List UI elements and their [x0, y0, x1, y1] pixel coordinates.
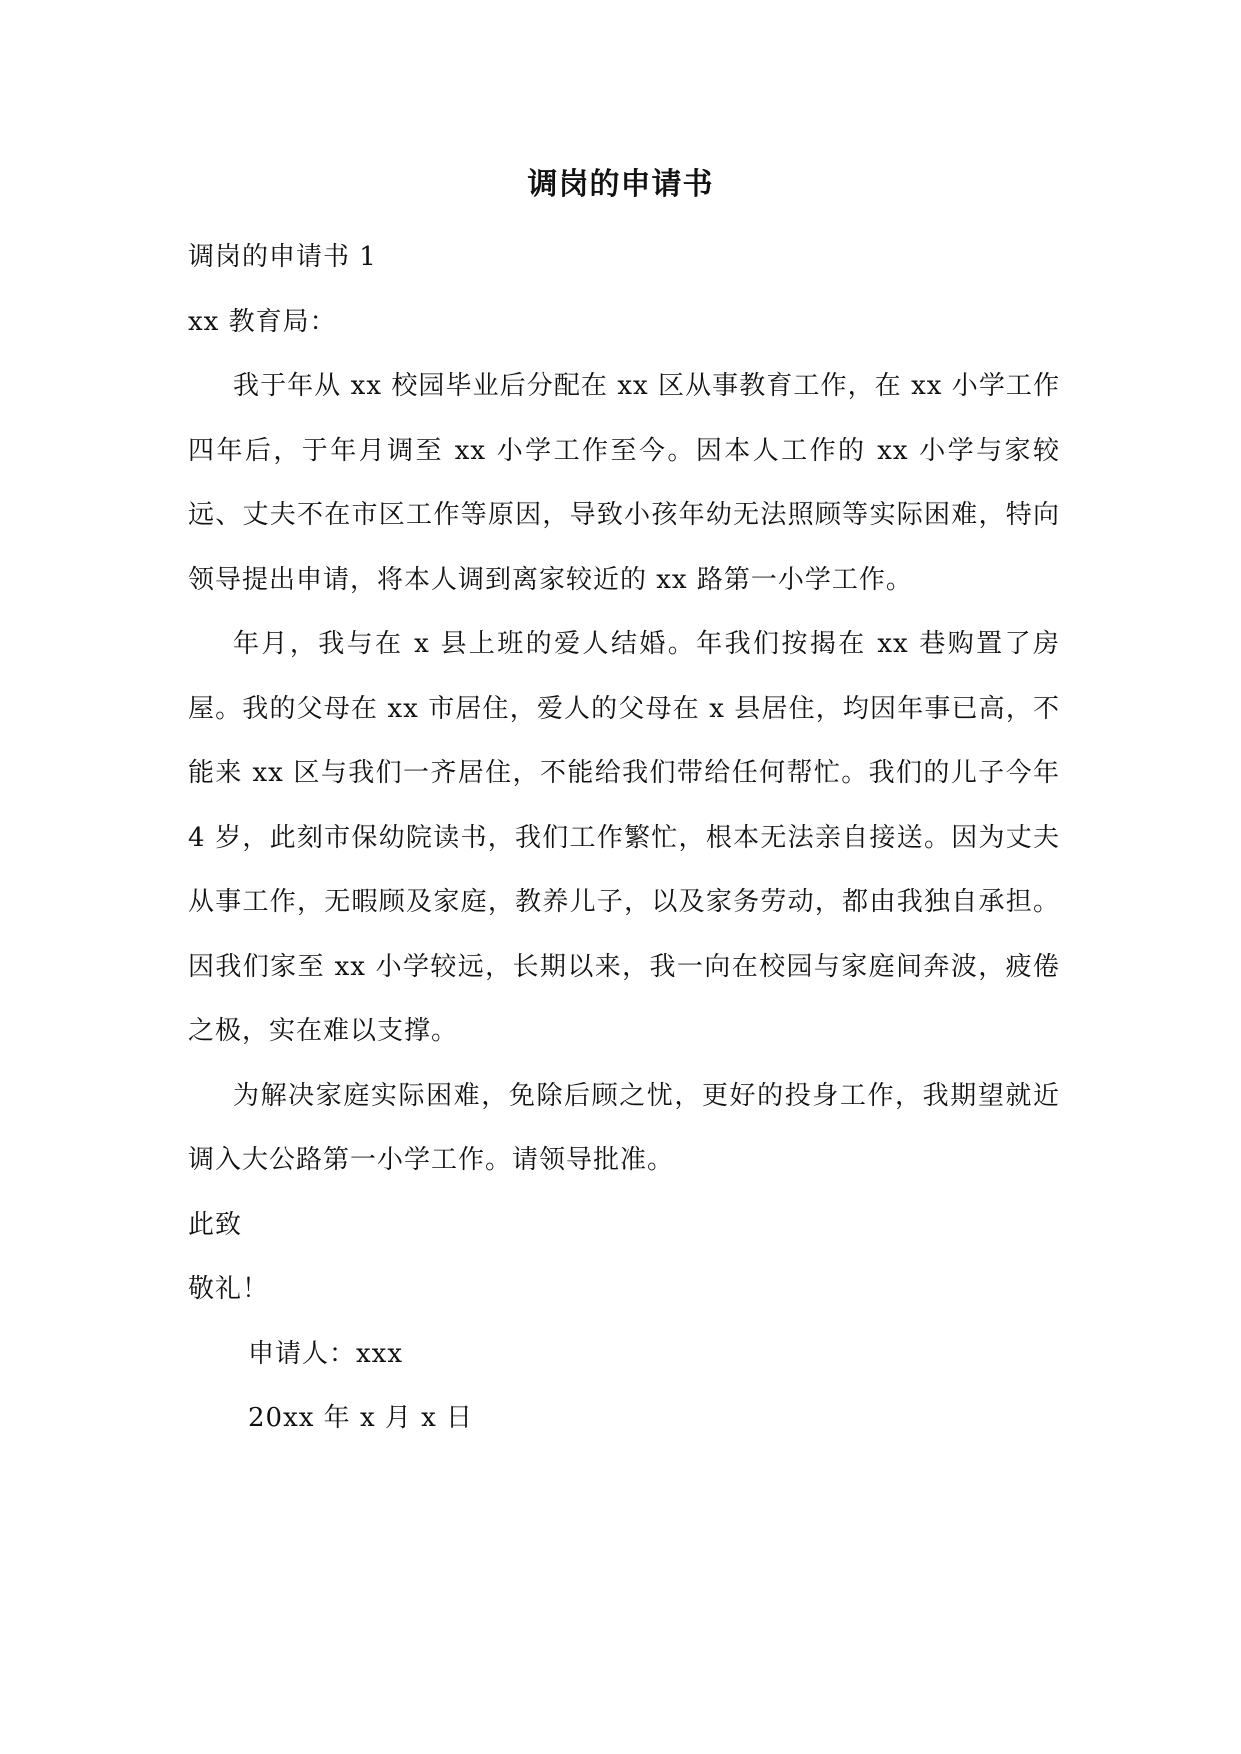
body-paragraph-2: 年月，我与在 x 县上班的爱人结婚。年我们按揭在 xx 巷购置了房屋。我的父母在 xx 市居住，爱人的父母在 x 县居住，均因年事已高，不能来 xx 区与我们一齐居住，不能给我们带给任何帮忙。我们的儿子今年 4 岁，此刻市保幼院读书，我们工作繁忙，根本无法亲自接送。因为丈夫从事工作，无暇顾及家庭，教养儿子，以及家务劳动，都由我独自承担。因我们家至 xx 小学较远，长期以来，我一向在校园与家庭间奔波，疲倦之极，实在难以支撑。 — [188, 629, 1060, 1046]
salutation: xx 教育局： — [188, 306, 337, 337]
document-subtitle: 调岗的申请书 1 — [188, 242, 377, 272]
body-paragraph-1: 我于年从 xx 校园毕业后分配在 xx 区从事教育工作，在 xx 小学工作四年后，于年月调至 xx 小学工作至今。因本人工作的 xx 小学与家较远、丈夫不在市区工作等原因，导致小孩年幼无法照顾等实际困难，特向领导提出申请，将本人调到离家较近的 xx 路第一小学工作。 — [188, 371, 1060, 595]
closing-salute: 敬礼！ — [188, 1274, 270, 1304]
body-paragraph-3: 为解决家庭实际困难，免除后顾之忧，更好的投身工作，我期望就近调入大公路第一小学工作。请领导批准。 — [188, 1080, 1060, 1175]
signature-date: 20xx 年 x 月 x 日 — [248, 1403, 474, 1433]
document-body — [188, 225, 1060, 1451]
document-title: 调岗的申请书 — [527, 167, 714, 202]
applicant-signature: 申请人：xxx — [248, 1338, 403, 1369]
closing-regards: 此致 — [188, 1209, 243, 1240]
